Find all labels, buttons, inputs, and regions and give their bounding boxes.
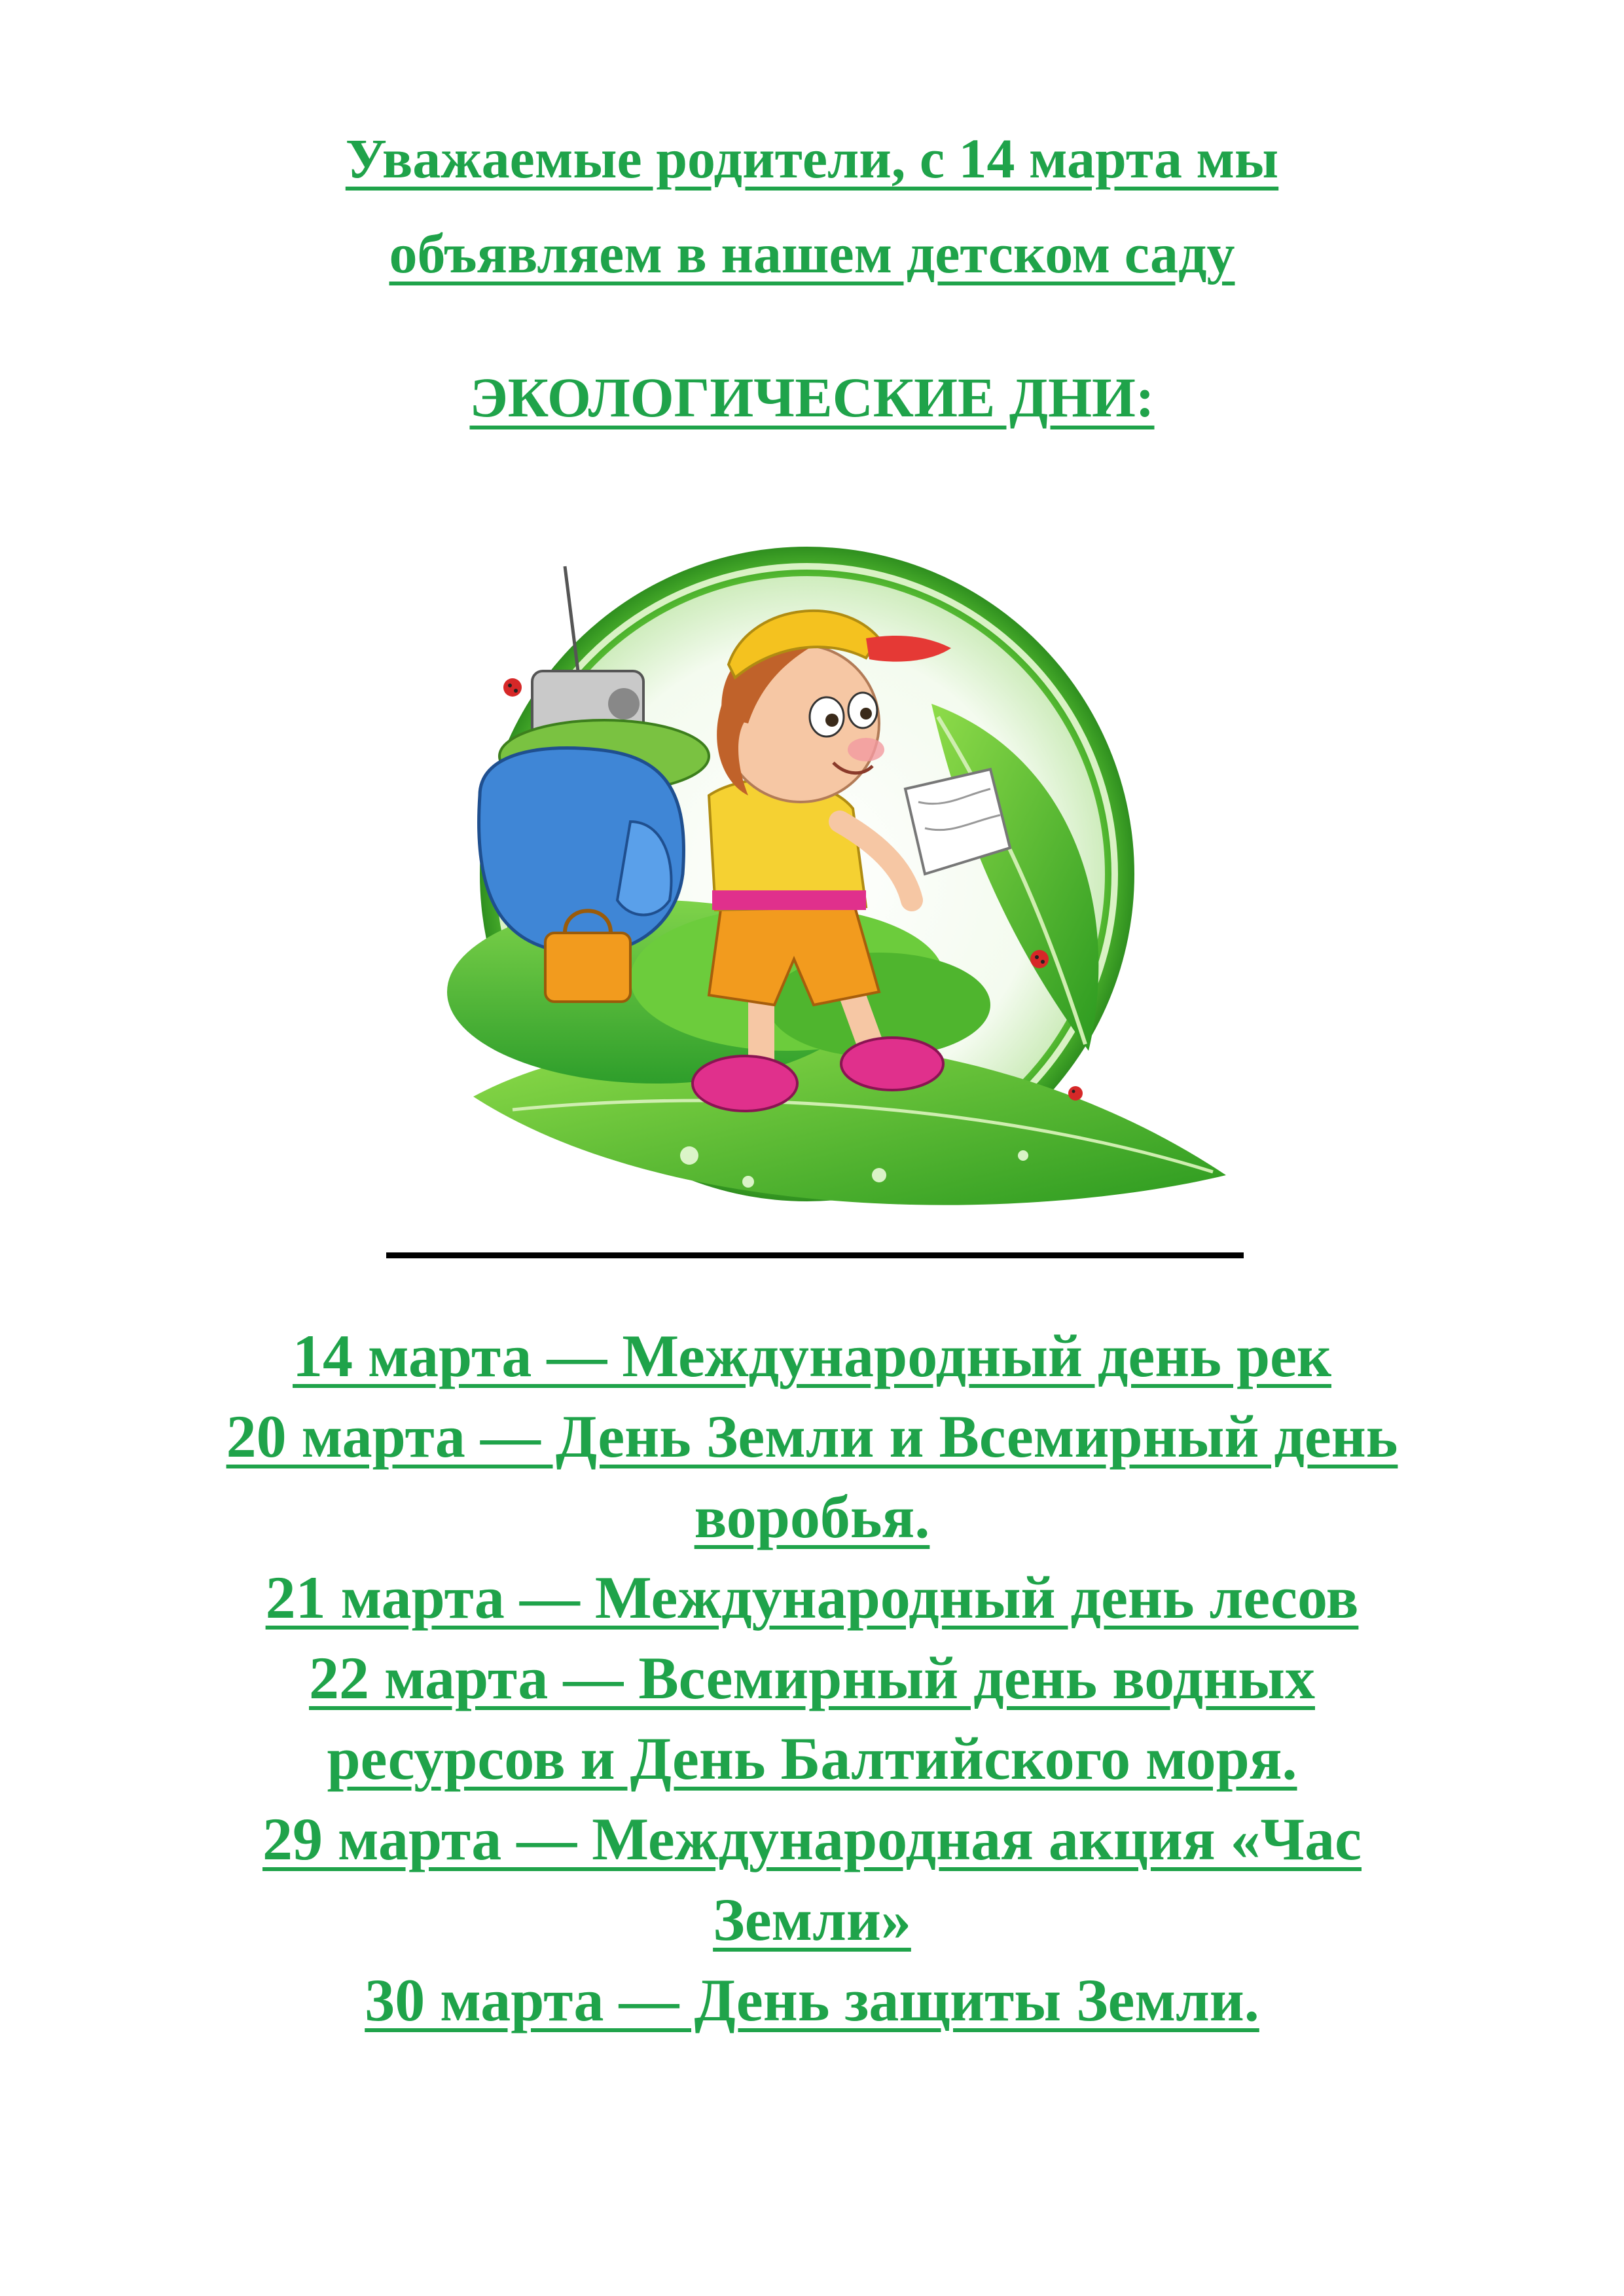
page-heading: ЭКОЛОГИЧЕСКИЕ ДНИ: <box>469 366 1155 429</box>
event-line: Земли» <box>713 1886 911 1953</box>
shoe-left <box>693 1056 797 1111</box>
event-line: воробья. <box>694 1484 930 1550</box>
ladybug-icon <box>503 678 522 697</box>
intro-line-2: объявляем в нашем детском саду <box>389 222 1235 285</box>
intro-line-1: Уважаемые родители, с 14 марта мы <box>345 127 1279 190</box>
event-line: 20 марта — День Земли и Всемирный день <box>226 1403 1398 1470</box>
ladybug-icon <box>1068 1086 1083 1101</box>
event-line: 22 марта — Всемирный день водных <box>309 1645 1315 1711</box>
shoe-right <box>841 1038 943 1090</box>
boy-hiker-illustration <box>382 507 1246 1247</box>
lunch-bag-icon <box>545 933 630 1002</box>
event-line: ресурсов и День Балтийского моря. <box>327 1725 1297 1792</box>
event-line: 30 марта — День защиты Земли. <box>365 1967 1259 2033</box>
event-line: 21 марта — Международный день лесов <box>265 1564 1359 1631</box>
events-list <box>98 1316 1526 2041</box>
event-line: 29 марта — Международная акция «Час <box>262 1806 1362 1872</box>
ladybug-icon <box>1030 950 1049 968</box>
event-line: 14 марта — Международный день рек <box>293 1322 1331 1389</box>
divider-line <box>386 1252 1244 1258</box>
intro-text <box>131 111 1493 301</box>
